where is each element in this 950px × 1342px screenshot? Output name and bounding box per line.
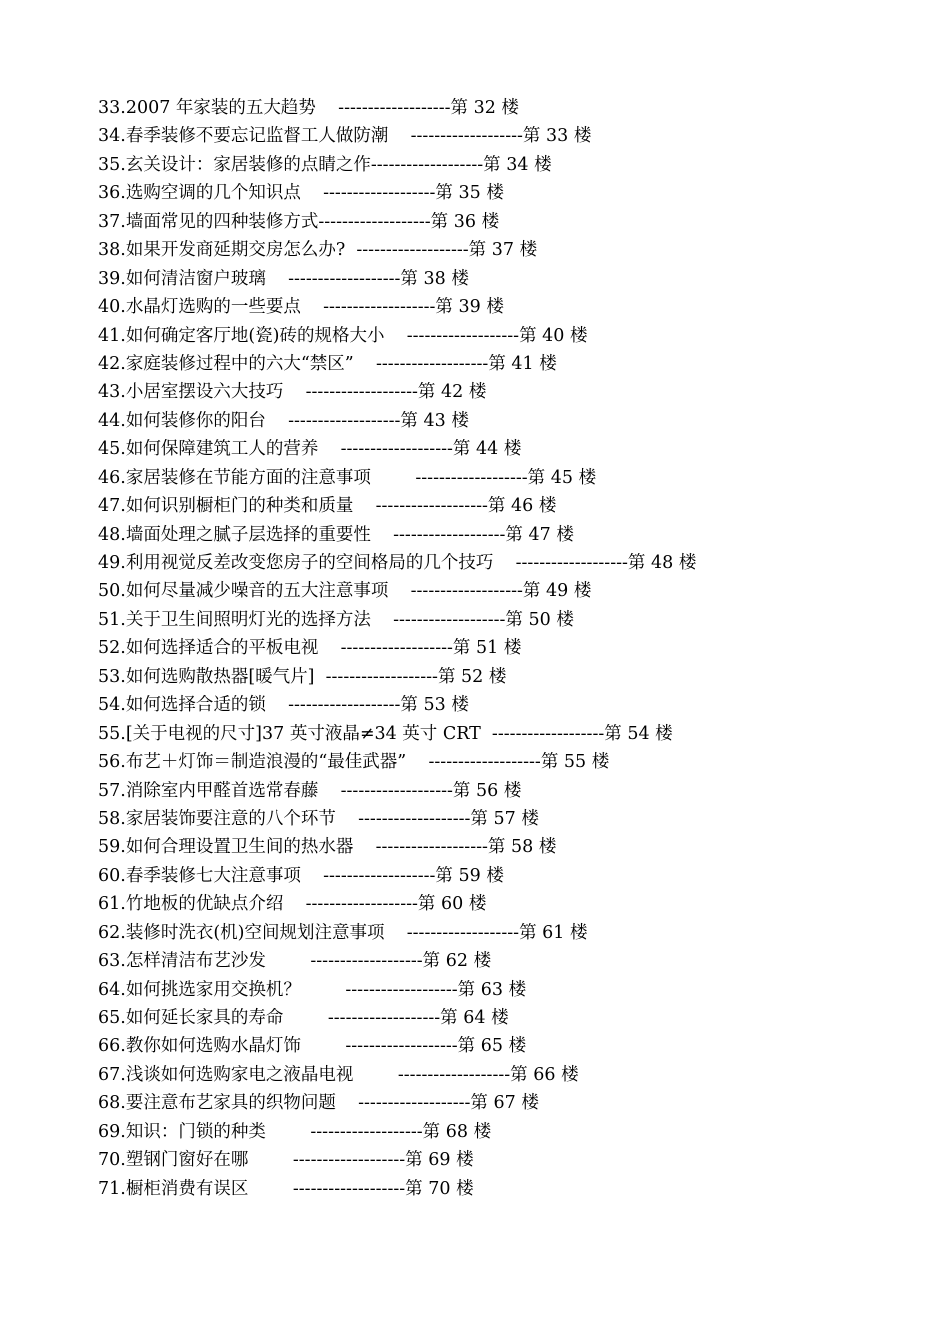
toc-item-45: 45.如何保障建筑工人的营养 -------------------第 44 楼 xyxy=(98,439,522,460)
toc-item-50: 50.如何尽量减少噪音的五大注意事项 -------------------第 49 楼 xyxy=(98,581,592,602)
toc-item-34: 34.春季装修不要忘记监督工人做防潮 -------------------第 33 楼 xyxy=(98,126,592,147)
toc-item-66: 66.教你如何选购水晶灯饰 -------------------第 65 楼 xyxy=(98,1036,527,1057)
toc-item-70: 70.塑钢门窗好在哪 -------------------第 69 楼 xyxy=(98,1150,474,1171)
toc-item-37: 37.墙面常见的四种装修方式-------------------第 36 楼 xyxy=(98,211,500,232)
toc-item-39: 39.如何清洁窗户玻璃 -------------------第 38 楼 xyxy=(98,268,469,289)
toc-item-69: 69.知识：门锁的种类 -------------------第 68 楼 xyxy=(98,1121,492,1142)
toc-item-42: 42.家庭装修过程中的六大“禁区” -------------------第 41 楼 xyxy=(98,353,557,374)
toc-item-51: 51.关于卫生间照明灯光的选择方法 -------------------第 50 楼 xyxy=(98,609,574,630)
toc-item-38: 38.如果开发商延期交房怎么办? -------------------第 37 楼 xyxy=(98,240,538,261)
toc-item-65: 65.如何延长家具的寿命 -------------------第 64 楼 xyxy=(98,1008,509,1028)
toc-item-40: 40.水晶灯选购的一些要点 -------------------第 39 楼 xyxy=(98,297,504,318)
toc-item-44: 44.如何装修你的阳台 -------------------第 43 楼 xyxy=(98,410,469,431)
toc-item-43: 43.小居室摆设六大技巧 -------------------第 42 楼 xyxy=(98,382,487,403)
toc-item-48: 48.墙面处理之腻子层选择的重要性 -------------------第 47 楼 xyxy=(98,524,574,545)
toc-item-35: 35.玄关设计：家居装修的点睛之作-------------------第 34 楼 xyxy=(98,154,552,175)
toc-item-41: 41.如何确定客厅地(瓷)砖的规格大小 -------------------第 40 楼 xyxy=(98,325,588,346)
toc-item-57: 57.消除室内甲醛首选常春藤 -------------------第 56 楼 xyxy=(98,780,522,801)
toc-item-56: 56.布艺＋灯饰＝制造浪漫的“最佳武器” -------------------第 55 楼 xyxy=(98,752,610,773)
toc-item-61: 61.竹地板的优缺点介绍 -------------------第 60 楼 xyxy=(98,894,487,915)
toc-item-52: 52.如何选择适合的平板电视 -------------------第 51 楼 xyxy=(98,638,522,659)
toc-item-49: 49.利用视觉反差改变您房子的空间格局的几个技巧 -------------------第 48 楼 xyxy=(98,553,697,573)
toc-item-71: 71.橱柜消费有误区 -------------------第 70 楼 xyxy=(98,1178,474,1199)
toc-item-46: 46.家居装修在节能方面的注意事项 -------------------第 45 楼 xyxy=(98,467,597,488)
toc-item-68: 68.要注意布艺家具的织物问题 -------------------第 67 楼 xyxy=(98,1093,539,1114)
toc-item-55: 55.[关于电视的尺寸]37 英寸液晶≠34 英寸 CRT -------------------第 54 楼 xyxy=(98,723,673,744)
toc-item-47: 47.如何识别橱柜门的种类和质量 -------------------第 46 楼 xyxy=(98,496,557,517)
toc-item-64: 64.如何挑选家用交换机？ -------------------第 63 楼 xyxy=(98,979,527,1000)
toc-item-53: 53.如何选购散热器[暖气片] -------------------第 52 楼 xyxy=(98,666,507,687)
toc-item-33: 33.2007 年家装的五大趋势 -------------------第 32 楼 xyxy=(98,98,519,118)
toc-item-54: 54.如何选择合适的锁 -------------------第 53 楼 xyxy=(98,695,469,716)
table-of-contents xyxy=(98,94,898,1203)
toc-item-60: 60.春季装修七大注意事项 -------------------第 59 楼 xyxy=(98,865,504,886)
toc-item-59: 59.如何合理设置卫生间的热水器 -------------------第 58 楼 xyxy=(98,837,557,858)
toc-item-36: 36.选购空调的几个知识点 -------------------第 35 楼 xyxy=(98,183,504,204)
toc-item-63: 63.怎样清洁布艺沙发 -------------------第 62 楼 xyxy=(98,951,492,972)
toc-item-62: 62.装修时洗衣(机)空间规划注意事项 -------------------第 61 楼 xyxy=(98,922,588,943)
toc-item-67: 67.浅谈如何选购家电之液晶电视 -------------------第 66 楼 xyxy=(98,1064,579,1085)
toc-item-58: 58.家居装饰要注意的八个环节 -------------------第 57 楼 xyxy=(98,808,539,829)
